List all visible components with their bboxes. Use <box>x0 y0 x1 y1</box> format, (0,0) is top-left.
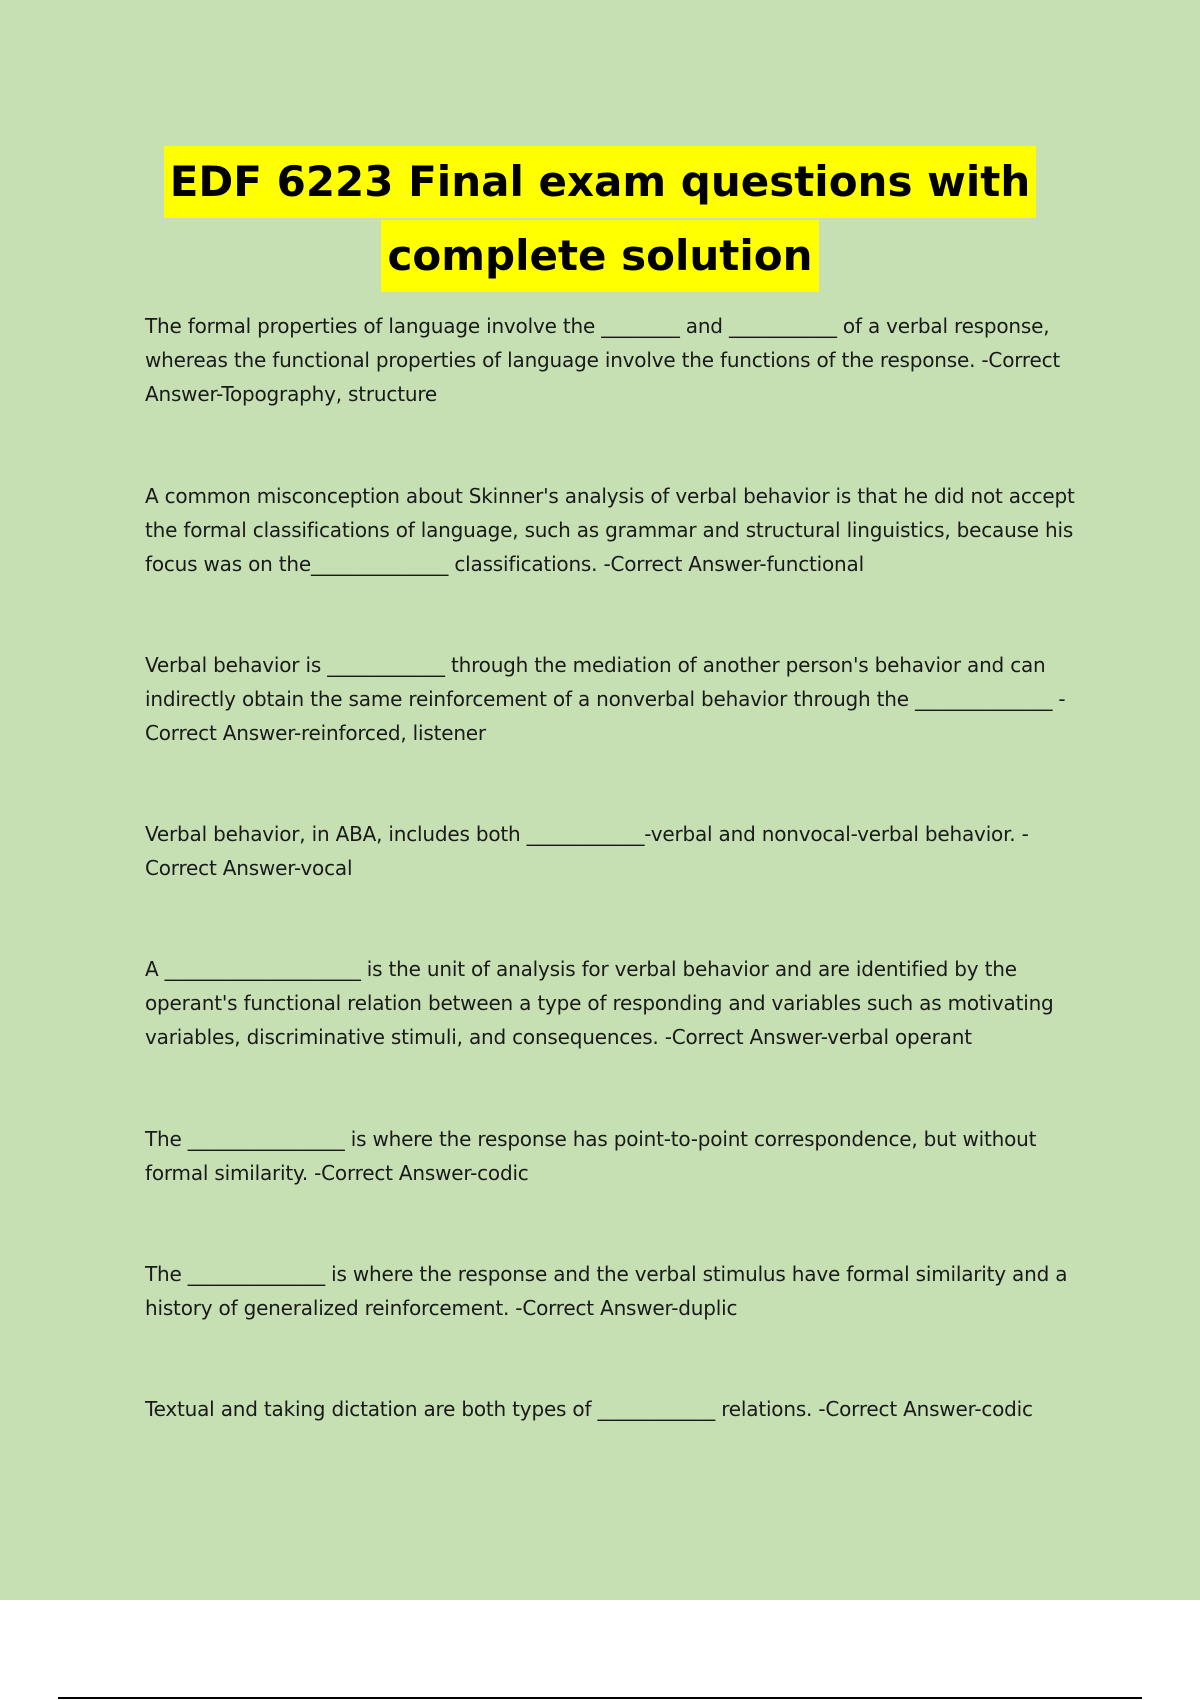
title-line-1: EDF 6223 Final exam questions with <box>164 146 1037 218</box>
question-1: The formal properties of language involve the ________ and ___________ of a verbal response, whereas the functional properties of language involve the functions of the response. -Correct Answer-Topography, structure <box>145 314 1061 406</box>
question-8: Textual and taking dictation are both types of ____________ relations. -Correct Answer-codic <box>145 1397 1033 1421</box>
title-line-2: complete solution <box>381 220 818 292</box>
question-3: Verbal behavior is ____________ through the mediation of another person's behavior and can indirectly obtain the same reinforcement of a nonverbal behavior through the ______________ -Correct Answer-reinforced, listener <box>145 653 1066 745</box>
document-title <box>0 146 1200 294</box>
question-6: The ________________ is where the response has point-to-point correspondence, but without formal similarity. -Correct Answer-codic <box>145 1127 1037 1185</box>
page-bottom-rule <box>58 1697 1142 1699</box>
question-2: A common misconception about Skinner's analysis of verbal behavior is that he did not accept the formal classifications of language, such as grammar and structural linguistics, because his focus was on the______________ classifications. -Correct Answer-functional <box>145 484 1075 576</box>
question-5: A ____________________ is the unit of analysis for verbal behavior and are identified by the operant's functional relation between a type of responding and variables such as motivating variables, discriminative stimuli, and consequences. -Correct Answer-verbal operant <box>145 957 1054 1049</box>
question-7: The ______________ is where the response and the verbal stimulus have formal similarity and a history of generalized reinforcement. -Correct Answer-duplic <box>145 1262 1068 1320</box>
question-4: Verbal behavior, in ABA, includes both ____________-verbal and nonvocal-verbal behavior. -Correct Answer-vocal <box>145 822 1029 880</box>
